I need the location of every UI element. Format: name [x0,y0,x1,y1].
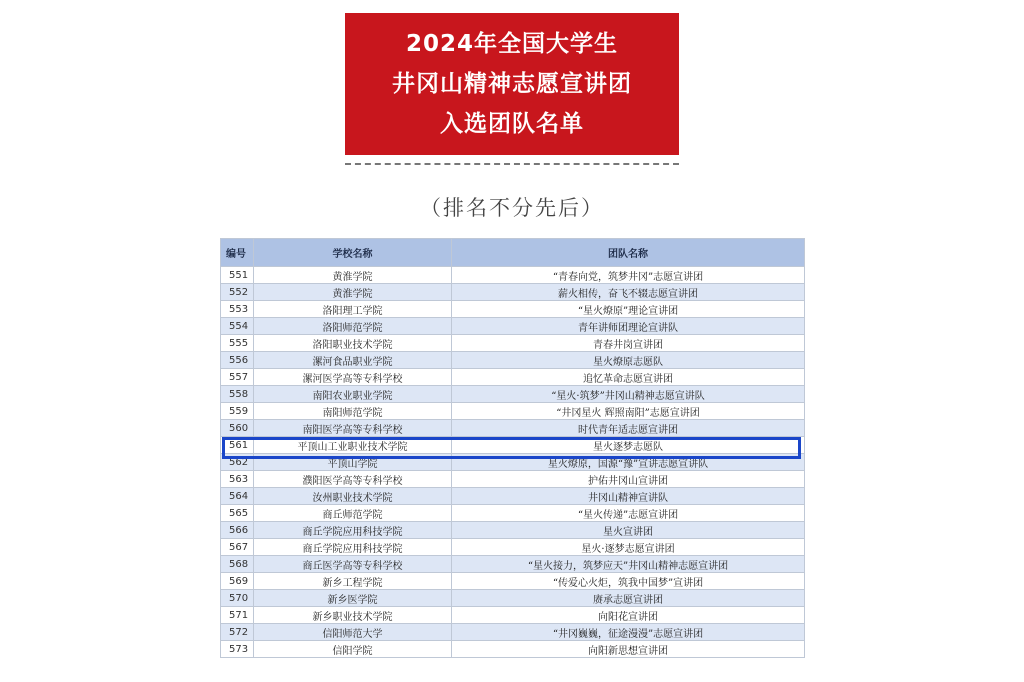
row-highlight-box [222,437,801,459]
cell-team: 星火宣讲团 [452,522,805,539]
cell-num: 570 [221,590,254,607]
cell-school: 漯河医学高等专科学校 [254,369,452,386]
header-school: 学校名称 [254,239,452,267]
table-row [221,267,805,284]
cell-school: 漯河食品职业学院 [254,352,452,369]
table-row [221,556,805,573]
table-row [221,352,805,369]
banner-line-3: 入选团队名单 [440,111,584,137]
cell-school: 信阳师范大学 [254,624,452,641]
cell-school: 商丘学院应用科技学院 [254,539,452,556]
cell-num: 553 [221,301,254,318]
table-row [221,505,805,522]
cell-num: 551 [221,267,254,284]
cell-school: 新乡医学院 [254,590,452,607]
cell-school: 商丘师范学院 [254,505,452,522]
cell-school: 南阳医学高等专科学校 [254,420,452,437]
cell-team: 薪火相传，奋飞不辍志愿宣讲团 [452,284,805,301]
cell-num: 571 [221,607,254,624]
cell-team: 星火燎原志愿队 [452,352,805,369]
cell-team: 青年讲师团理论宣讲队 [452,318,805,335]
cell-team: “青春向党，筑梦井冈”志愿宣讲团 [452,267,805,284]
cell-num: 561 [221,437,254,454]
table-row [221,624,805,641]
cell-num: 560 [221,420,254,437]
cell-num: 559 [221,403,254,420]
cell-school: 新乡工程学院 [254,573,452,590]
cell-team: “星火燎原”理论宣讲团 [452,301,805,318]
cell-team: 向阳新思想宣讲团 [452,641,805,658]
cell-num: 564 [221,488,254,505]
title-banner [345,13,679,155]
cell-team: 护佑井冈山宣讲团 [452,471,805,488]
table-row [221,318,805,335]
table-row [221,335,805,352]
banner-line-1: 2024年全国大学生 [405,31,618,57]
cell-num: 557 [221,369,254,386]
table-row [221,420,805,437]
header-team: 团队名称 [452,239,805,267]
table-row [221,573,805,590]
table-row [221,522,805,539]
cell-team: 星火·逐梦志愿宣讲团 [452,539,805,556]
banner-line-2: 井冈山精神志愿宣讲团 [392,71,632,97]
cell-num: 565 [221,505,254,522]
cell-school: 黄淮学院 [254,267,452,284]
cell-num: 554 [221,318,254,335]
cell-num: 562 [221,454,254,471]
cell-school: 黄淮学院 [254,284,452,301]
cell-school: 信阳学院 [254,641,452,658]
subtitle: （排名不分先后） [420,196,604,220]
cell-school: 平顶山学院 [254,454,452,471]
cell-num: 567 [221,539,254,556]
table-row [221,590,805,607]
header-num: 编号 [221,239,254,267]
cell-team: “井冈星火 辉照南阳”志愿宣讲团 [452,403,805,420]
cell-num: 573 [221,641,254,658]
cell-school: 新乡职业技术学院 [254,607,452,624]
cell-team: “星火接力，筑梦应天”井冈山精神志愿宣讲团 [452,556,805,573]
cell-team: 时代青年适志愿宣讲团 [452,420,805,437]
table-row [221,369,805,386]
cell-team: 向阳花宣讲团 [452,607,805,624]
cell-school: 濮阳医学高等专科学校 [254,471,452,488]
cell-num: 566 [221,522,254,539]
cell-school: 平顶山工业职业技术学院 [254,437,452,454]
cell-team: “星火传递”志愿宣讲团 [452,505,805,522]
cell-team: “井冈巍巍，征途漫漫”志愿宣讲团 [452,624,805,641]
cell-team: 井冈山精神宣讲队 [452,488,805,505]
cell-num: 558 [221,386,254,403]
cell-school: 南阳农业职业学院 [254,386,452,403]
table-row [221,301,805,318]
cell-school: 商丘医学高等专科学校 [254,556,452,573]
cell-team: 星火燎原，国源“豫”宣讲志愿宣讲队 [452,454,805,471]
cell-school: 南阳师范学院 [254,403,452,420]
cell-school: 洛阳理工学院 [254,301,452,318]
table-row [221,607,805,624]
cell-school: 商丘学院应用科技学院 [254,522,452,539]
table-row [221,471,805,488]
cell-team: “传爱心火炬，筑我中国梦”宣讲团 [452,573,805,590]
table-row [221,488,805,505]
table-header-row [221,239,805,267]
cell-team: “星火·筑梦”井冈山精神志愿宣讲队 [452,386,805,403]
dashed-divider [345,163,679,165]
cell-team: 追忆革命志愿宣讲团 [452,369,805,386]
cell-num: 556 [221,352,254,369]
cell-num: 555 [221,335,254,352]
cell-team: 星火逐梦志愿队 [452,437,805,454]
table-row [221,539,805,556]
table-row [221,403,805,420]
cell-num: 563 [221,471,254,488]
cell-school: 汝州职业技术学院 [254,488,452,505]
cell-team: 赓承志愿宣讲团 [452,590,805,607]
cell-num: 568 [221,556,254,573]
cell-num: 572 [221,624,254,641]
table-row [221,284,805,301]
cell-num: 552 [221,284,254,301]
cell-num: 569 [221,573,254,590]
cell-school: 洛阳职业技术学院 [254,335,452,352]
cell-school: 洛阳师范学院 [254,318,452,335]
cell-team: 青春井岗宣讲团 [452,335,805,352]
table-row [221,386,805,403]
table-row [221,641,805,658]
